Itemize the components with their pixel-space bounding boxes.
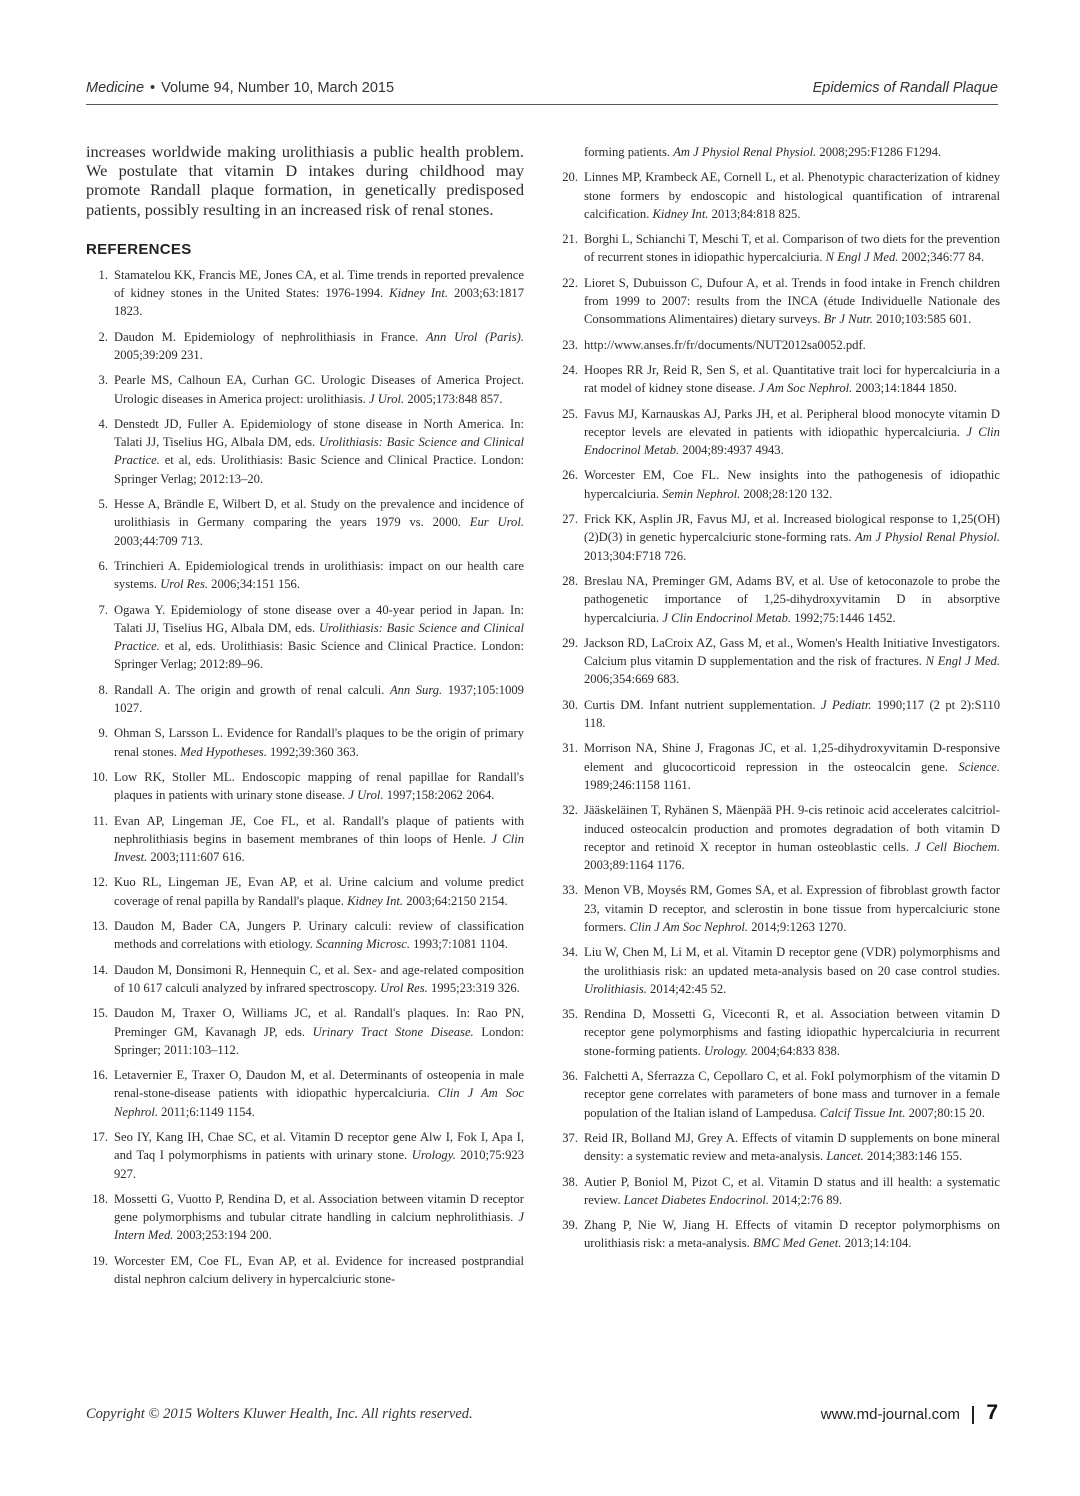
ref-text: Daudon M, Donsimoni R, Hennequin C, et al. Sex- and age-related composition of 10 617 calculi analyzed by infrared spectroscopy. bbox=[114, 962, 524, 995]
reference-item bbox=[556, 943, 1000, 998]
ref-journal: Scanning Microsc. bbox=[316, 937, 411, 952]
ref-text: Ohman S, Larsson L. Evidence for Randall's plaques to be the origin of primary renal stones. bbox=[114, 726, 524, 759]
ref-number: 34. bbox=[562, 945, 578, 960]
ref-number: 32. bbox=[562, 803, 578, 818]
ref-number: 8. bbox=[98, 682, 108, 697]
reference-item bbox=[556, 168, 1000, 223]
ref-text: Curtis DM. Infant nutrient supplementation. bbox=[584, 697, 821, 712]
ref-number: 23. bbox=[562, 337, 578, 352]
reference-item bbox=[556, 336, 1000, 354]
ref-text: Daudon M, Traxer O, Williams JC, et al. Randall's plaques. In: Rao PN, Preminger GM, Kavanagh JP, eds. bbox=[114, 1006, 524, 1039]
ref-journal: Urol Res. bbox=[160, 577, 208, 592]
ref-tail: 2005;173:848 857. bbox=[404, 391, 503, 406]
references-list-left bbox=[86, 266, 524, 1289]
ref-number: 33. bbox=[562, 883, 578, 898]
ref-text: Falchetti A, Sferrazza C, Cepollaro C, et al. FokI polymorphism of the vitamin D receptor gene correlates with parameters of bone mass and turnover in a female population of the Italian island of Lampedusa. bbox=[584, 1069, 1000, 1120]
reference-item bbox=[86, 1190, 524, 1245]
ref-number: 11. bbox=[92, 813, 108, 828]
ref-text: Breslau NA, Preminger GM, Adams BV, et al. Use of ketoconazole to probe the pathogenetic importance of 1,25-dihydroxyvitamin D in absorptive hypercalciuria. bbox=[584, 573, 1000, 625]
footer-separator bbox=[972, 1406, 974, 1424]
ref-number: 5. bbox=[98, 497, 108, 512]
reference-item bbox=[556, 1005, 1000, 1060]
ref-journal: Kidney Int. bbox=[389, 286, 449, 301]
ref-text: Jääskeläinen T, Ryhänen S, Mäenpää PH. 9-cis retinoic acid accelerates calcitriol-induced osteocalcin production and promotes degradation of both vitamin D receptor and retinoid X receptor in human osteoblastic cells. bbox=[584, 803, 1000, 854]
ref-text: http://www.anses.fr/fr/documents/NUT2012sa0052.pdf. bbox=[584, 337, 866, 352]
ref-tail: 2003;89:1164 1176. bbox=[584, 858, 685, 873]
ref-journal: J Clin Invest. bbox=[114, 831, 524, 865]
ref-text: Mossetti G, Vuotto P, Rendina D, et al. Association between vitamin D receptor gene polymorphisms and tubular citrate handling in calcium nephrolithiasis. bbox=[114, 1191, 524, 1225]
reference-item bbox=[556, 405, 1000, 460]
ref-tail: 1937;105:1009 1027. bbox=[114, 682, 524, 716]
ref-text: Pearle MS, Calhoun EA, Curhan GC. Urologic Diseases of America Project. Urologic diseases in America project: urolithiasis. bbox=[114, 373, 524, 406]
ref-tail: 1992;39:360 363. bbox=[266, 744, 359, 759]
reference-item bbox=[556, 801, 1000, 874]
ref-tail: 2014;383:146 155. bbox=[863, 1149, 963, 1164]
ref-journal: J Cell Biochem. bbox=[914, 839, 1000, 854]
reference-item bbox=[556, 739, 1000, 794]
ref-journal: Br J Nutr. bbox=[823, 312, 873, 327]
reference-item bbox=[556, 361, 1000, 398]
reference-item bbox=[86, 768, 524, 805]
ref-journal: Ann Surg. bbox=[389, 682, 443, 697]
header-divider bbox=[86, 104, 998, 105]
reference-item bbox=[86, 371, 524, 408]
ref-tail: 2013;84:818 825. bbox=[708, 206, 801, 221]
ref-number: 27. bbox=[562, 512, 578, 527]
ref-journal: Urol Res. bbox=[380, 980, 428, 995]
ref-text: forming patients. bbox=[584, 145, 674, 159]
reference-item bbox=[556, 1129, 1000, 1166]
ref-number: 20. bbox=[562, 170, 578, 185]
ref-number: 3. bbox=[98, 373, 108, 388]
ref-number: 39. bbox=[562, 1218, 578, 1233]
ref-journal: Eur Urol. bbox=[469, 515, 524, 530]
ref-tail: 2002;346:77 84. bbox=[898, 250, 985, 265]
ref-text: Favus MJ, Karnauskas AJ, Parks JH, et al. Peripheral blood monocyte vitamin D receptor levels are elevated in patients with idiopathic hypercalciuria. bbox=[584, 406, 1000, 439]
ref-number: 9. bbox=[98, 726, 108, 741]
ref-tail: 2003;14:1844 1850. bbox=[852, 381, 957, 396]
ref-tail: 2003;44:709 713. bbox=[114, 533, 203, 548]
ref-text: Daudon M. Epidemiology of nephrolithiasis in France. bbox=[114, 329, 426, 344]
ref-journal: J Urol. bbox=[348, 788, 384, 803]
ref-number: 29. bbox=[562, 635, 578, 650]
reference-item bbox=[86, 917, 524, 954]
reference-item bbox=[86, 495, 524, 550]
ref-tail: 2006;354:669 683. bbox=[584, 672, 680, 687]
ref-tail: 1990;117 (2 pt 2):S110 118. bbox=[584, 697, 1001, 731]
ref-journal: Urology. bbox=[411, 1148, 456, 1163]
references-heading: REFERENCES bbox=[86, 240, 192, 258]
ref-tail: 2013;14:104. bbox=[841, 1236, 912, 1251]
reference-item bbox=[86, 961, 524, 998]
ref-journal: J Pediatr. bbox=[820, 697, 872, 712]
ref-text: Hoopes RR Jr, Reid R, Sen S, et al. Quantitative trait loci for hypercalciuria in a rat model of kidney stone disease. bbox=[584, 362, 1000, 396]
ref-text: Evan AP, Lingeman JE, Coe FL, et al. Randall's plaque of patients with nephrolithiasis begins in basement membranes of thin loops of Henle. bbox=[114, 813, 524, 846]
reference-item bbox=[556, 510, 1000, 565]
ref-journal: Clin J Am Soc Nephrol. bbox=[114, 1086, 524, 1119]
ref-number: 1. bbox=[98, 267, 108, 282]
ref-tail: London: Springer; 2011:103–112. bbox=[114, 1024, 524, 1057]
reference-item bbox=[556, 881, 1000, 936]
ref-number: 16. bbox=[92, 1068, 108, 1083]
ref-text: Low RK, Stoller ML. Endoscopic mapping of renal papillae for Randall's plaques in patients with urinary stone disease. bbox=[114, 769, 524, 803]
ref-journal: BMC Med Genet. bbox=[752, 1236, 842, 1251]
ref-journal: Urolithiasis. bbox=[584, 981, 647, 996]
ref-journal: Urolithiasis: Basic Science and Clinical Practice. bbox=[114, 435, 525, 468]
ref-journal: Kidney Int. bbox=[347, 893, 404, 908]
ref-tail: et al, eds. Urolithiasis: Basic Science and Clinical Practice. London: Springer Verlag; 2012:89–96. bbox=[114, 639, 524, 672]
journal-website-link[interactable]: www.md-journal.com bbox=[820, 1406, 960, 1423]
ref-tail: 2004;89:4937 4943. bbox=[679, 443, 784, 458]
copyright-notice: Copyright © 2015 Wolters Kluwer Health, Inc. All rights reserved. bbox=[86, 1406, 473, 1422]
reference-19-continuation bbox=[556, 143, 1000, 161]
ref-number: 24. bbox=[562, 362, 578, 377]
ref-tail: et al, eds. Urolithiasis: Basic Science and Clinical Practice. London: Springer Verlag; 2012:13–20. bbox=[114, 453, 524, 486]
reference-item bbox=[556, 696, 1000, 733]
ref-text: Zhang P, Nie W, Jiang H. Effects of vitamin D receptor polymorphisms on urolithiasis risk: a meta-analysis. bbox=[584, 1218, 1000, 1251]
ref-text: Frick KK, Asplin JR, Favus MJ, et al. Increased biological response to 1,25(OH)(2)D(3) in genetic hypercalciuric stone-forming rats. bbox=[584, 512, 1000, 545]
reference-item bbox=[86, 1252, 524, 1289]
reference-item bbox=[86, 557, 524, 594]
running-header bbox=[86, 80, 998, 104]
ref-journal: Urology. bbox=[703, 1043, 748, 1058]
ref-journal: N Engl J Med. bbox=[925, 654, 1001, 669]
ref-text: Reid IR, Bolland MJ, Grey A. Effects of vitamin D supplements on bone mineral density: a systematic review and meta-analysis. bbox=[584, 1130, 1000, 1164]
ref-text: Morrison NA, Shine J, Fragonas JC, et al. 1,25-dihydroxyvitamin D-responsive element and glucocorticoid repression in the osteocalcin gene. bbox=[584, 741, 1000, 774]
ref-number: 31. bbox=[562, 741, 578, 756]
ref-number: 14. bbox=[92, 962, 108, 977]
running-title: Epidemics of Randall Plaque bbox=[812, 80, 998, 96]
ref-tail: 2014;42:45 52. bbox=[646, 981, 727, 996]
ref-journal: Am J Physiol Renal Physiol. bbox=[673, 145, 817, 159]
ref-tail: 2004;64:833 838. bbox=[747, 1043, 840, 1058]
ref-journal: Calcif Tissue Int. bbox=[819, 1105, 906, 1120]
ref-journal: J Clin Endocrinol Metab. bbox=[662, 610, 792, 625]
ref-tail: 2003;253:194 200. bbox=[173, 1228, 272, 1243]
ref-journal: N Engl J Med. bbox=[825, 250, 899, 265]
volume-info: Volume 94, Number 10, March 2015 bbox=[161, 80, 395, 96]
ref-text: Menon VB, Moysés RM, Gomes SA, et al. Expression of fibroblast growth factor 23, vitamin D receptor, and sclerostin in bone tissue from hypercalciuric stone formers. bbox=[584, 883, 1000, 934]
ref-text: Kuo RL, Lingeman JE, Evan AP, et al. Urine calcium and volume predict coverage of renal papilla by Randall's plaque. bbox=[114, 875, 524, 908]
ref-journal: Am J Physiol Renal Physiol. bbox=[855, 530, 1001, 545]
ref-text: Jackson RD, LaCroix AZ, Gass M, et al., Women's Health Initiative Investigators. Calcium plus vitamin D supplementation and the risk of fractures. bbox=[584, 635, 1000, 669]
reference-item bbox=[86, 681, 524, 718]
ref-text: Linnes MP, Krambeck AE, Cornell L, et al. Phenotypic characterization of kidney stone formers by endoscopic and histological quantification of intrarenal calcification. bbox=[584, 170, 1000, 221]
header-bullet: • bbox=[150, 80, 156, 96]
ref-number: 4. bbox=[98, 416, 108, 431]
references-list-right bbox=[556, 168, 1000, 1252]
ref-number: 19. bbox=[92, 1253, 108, 1268]
ref-tail: 2014;9:1263 1270. bbox=[748, 919, 847, 934]
ref-text: Daudon M, Bader CA, Jungers P. Urinary calculi: review of classification methods and correlations with etiology. bbox=[114, 919, 524, 952]
reference-item bbox=[556, 634, 1000, 689]
reference-item bbox=[86, 1004, 524, 1059]
ref-number: 2. bbox=[98, 329, 108, 344]
ref-journal: J Urol. bbox=[368, 391, 405, 406]
reference-item bbox=[86, 873, 524, 910]
ref-tail: 2003;63:1817 1823. bbox=[114, 286, 525, 319]
ref-tail: 1997;158:2062 2064. bbox=[383, 788, 495, 803]
ref-journal: Lancet. bbox=[826, 1149, 864, 1164]
ref-tail: 2003;111:607 616. bbox=[147, 850, 245, 865]
ref-number: 26. bbox=[562, 468, 578, 483]
journal-name: Medicine bbox=[86, 80, 145, 96]
reference-item bbox=[556, 1173, 1000, 1210]
ref-tail: 2011;6:1149 1154. bbox=[157, 1104, 255, 1119]
ref-number: 35. bbox=[562, 1007, 578, 1022]
ref-number: 13. bbox=[92, 919, 108, 934]
ref-journal: Lancet Diabetes Endocrinol. bbox=[623, 1192, 769, 1207]
ref-number: 10. bbox=[92, 769, 108, 784]
ref-text: Stamatelou KK, Francis ME, Jones CA, et al. Time trends in reported prevalence of kidney stones in the United States: 1976-1994. bbox=[114, 267, 524, 301]
reference-item bbox=[86, 1066, 524, 1121]
ref-text: Lioret S, Dubuisson C, Dufour A, et al. Trends in food intake in French children from 1999 to 2007: results from the INCA (étude Individuelle Nationale des Consommations Alimentaires) dietary surveys. bbox=[584, 275, 1000, 327]
page-number: 7 bbox=[986, 1401, 998, 1424]
ref-number: 38. bbox=[562, 1174, 578, 1189]
ref-journal: Urolithiasis: Basic Science and Clinical Practice. bbox=[114, 620, 525, 654]
ref-tail: 2013;304:F718 726. bbox=[584, 548, 687, 563]
ref-tail: 1989;246:1158 1161. bbox=[584, 777, 691, 792]
ref-journal: Kidney Int. bbox=[652, 206, 709, 221]
ref-journal: Urinary Tract Stone Disease. bbox=[312, 1024, 474, 1039]
ref-tail: 2003;64:2150 2154. bbox=[403, 893, 508, 908]
ref-text: Worcester EM, Coe FL, Evan AP, et al. Evidence for increased postprandial distal nephron calcium delivery in hypercalciuric stone- bbox=[114, 1253, 524, 1287]
ref-tail: 2014;2:76 89. bbox=[768, 1192, 843, 1207]
reference-item bbox=[556, 274, 1000, 329]
reference-item bbox=[86, 1128, 524, 1183]
ref-text: Trinchieri A. Epidemiological trends in urolithiasis: impact on our health care systems. bbox=[114, 558, 524, 592]
ref-tail: 1995;23:319 326. bbox=[427, 980, 520, 995]
ref-text: Autier P, Boniol M, Pizot C, et al. Vitamin D status and ill health: a systematic review. bbox=[584, 1174, 1000, 1207]
reference-item bbox=[556, 1067, 1000, 1122]
page-footer bbox=[86, 1402, 998, 1428]
ref-number: 37. bbox=[562, 1130, 578, 1145]
ref-tail: 1993;7:1081 1104. bbox=[410, 937, 508, 952]
left-column bbox=[86, 142, 524, 1295]
ref-tail: 1992;75:1446 1452. bbox=[791, 610, 896, 625]
ref-text: Denstedt JD, Fuller A. Epidemiology of stone disease in North America. In: Talati JJ, Tiselius HG, Albala DM, eds. bbox=[114, 416, 524, 450]
ref-number: 17. bbox=[92, 1129, 108, 1144]
ref-number: 21. bbox=[562, 232, 578, 247]
ref-number: 22. bbox=[562, 275, 578, 290]
ref-tail: 2008;28:120 132. bbox=[740, 486, 833, 501]
ref-text: Liu W, Chen M, Li M, et al. Vitamin D receptor gene (VDR) polymorphisms and the urolithiasis risk: an updated meta-analysis based on 20 case control studies. bbox=[584, 945, 1000, 978]
reference-item bbox=[86, 812, 524, 867]
ref-journal: Med Hypotheses. bbox=[180, 744, 267, 759]
ref-journal: J Am Soc Nephrol. bbox=[758, 381, 853, 396]
reference-item bbox=[556, 572, 1000, 627]
reference-item bbox=[86, 328, 524, 365]
ref-number: 15. bbox=[92, 1006, 108, 1021]
ref-text: Borghi L, Schianchi T, Meschi T, et al. Comparison of two diets for the prevention of recurrent stones in idiopathic hypercalciuria. bbox=[584, 232, 1000, 265]
reference-item bbox=[556, 230, 1000, 267]
right-column bbox=[556, 143, 1000, 1260]
reference-item bbox=[86, 266, 524, 321]
ref-tail: 2008;295:F1286 F1294. bbox=[816, 145, 942, 159]
ref-journal: J Clin Endocrinol Metab. bbox=[584, 424, 1000, 458]
ref-number: 28. bbox=[562, 573, 578, 588]
ref-tail: 2006;34:151 156. bbox=[208, 577, 301, 592]
ref-tail: 2007;80:15 20. bbox=[905, 1105, 985, 1120]
ref-journal: J Intern Med. bbox=[114, 1210, 524, 1243]
ref-number: 30. bbox=[562, 697, 578, 712]
ref-text: Randall A. The origin and growth of renal calculi. bbox=[114, 682, 390, 697]
ref-journal: Semin Nephrol. bbox=[662, 486, 741, 501]
ref-tail: 2005;39:209 231. bbox=[114, 348, 203, 362]
ref-journal: Clin J Am Soc Nephrol. bbox=[629, 919, 749, 934]
ref-number: 6. bbox=[98, 558, 108, 573]
ref-text: Ogawa Y. Epidemiology of stone disease over a 40-year period in Japan. In: Talati JJ, Tiselius HG, Albala DM, eds. bbox=[114, 602, 524, 635]
ref-journal: Ann Urol (Paris). bbox=[425, 329, 525, 344]
ref-number: 12. bbox=[92, 875, 108, 890]
ref-number: 7. bbox=[98, 602, 108, 617]
ref-number: 36. bbox=[562, 1069, 578, 1084]
reference-item bbox=[556, 1216, 1000, 1253]
reference-item bbox=[86, 415, 524, 488]
ref-number: 18. bbox=[92, 1191, 108, 1206]
reference-item bbox=[86, 724, 524, 761]
ref-text: Letavernier E, Traxer O, Daudon M, et al. Determinants of osteopenia in male renal-stone-disease patients with idiopathic hypercalciuria. bbox=[114, 1068, 524, 1101]
ref-text: Seo IY, Kang IH, Chae SC, et al. Vitamin D receptor gene Alw I, Fok I, Apa I, and Taq I polymorphisms in patients with urinary stone. bbox=[114, 1129, 524, 1163]
ref-text: Hesse A, Brändle E, Wilbert D, et al. Study on the prevalence and incidence of urolithiasis in Germany comparing the years 1979 vs. 2000. bbox=[114, 497, 524, 530]
ref-text: Rendina D, Mossetti G, Viceconti R, et al. Association between vitamin D receptor gene polymorphisms and fasting idiopathic hypercalciuria in recurrent stone-forming patients. bbox=[584, 1007, 1000, 1058]
intro-paragraph: increases worldwide making urolithiasis a public health problem. We postulate that vitamin D intakes during childhood may promote Randall plaque formation, in genetically predisposed patients, possibly resulting in an increased risk of renal stones. bbox=[86, 142, 524, 219]
ref-text: Worcester EM, Coe FL. New insights into the pathogenesis of idiopathic hypercalciuria. bbox=[584, 468, 1000, 501]
ref-tail: 2010;75:923 927. bbox=[114, 1148, 524, 1181]
journal-citation bbox=[86, 80, 394, 96]
reference-item bbox=[86, 601, 524, 674]
ref-tail: 2010;103:585 601. bbox=[872, 312, 972, 327]
reference-item bbox=[556, 466, 1000, 503]
ref-journal: Science. bbox=[958, 759, 1000, 774]
ref-number: 25. bbox=[562, 406, 578, 421]
